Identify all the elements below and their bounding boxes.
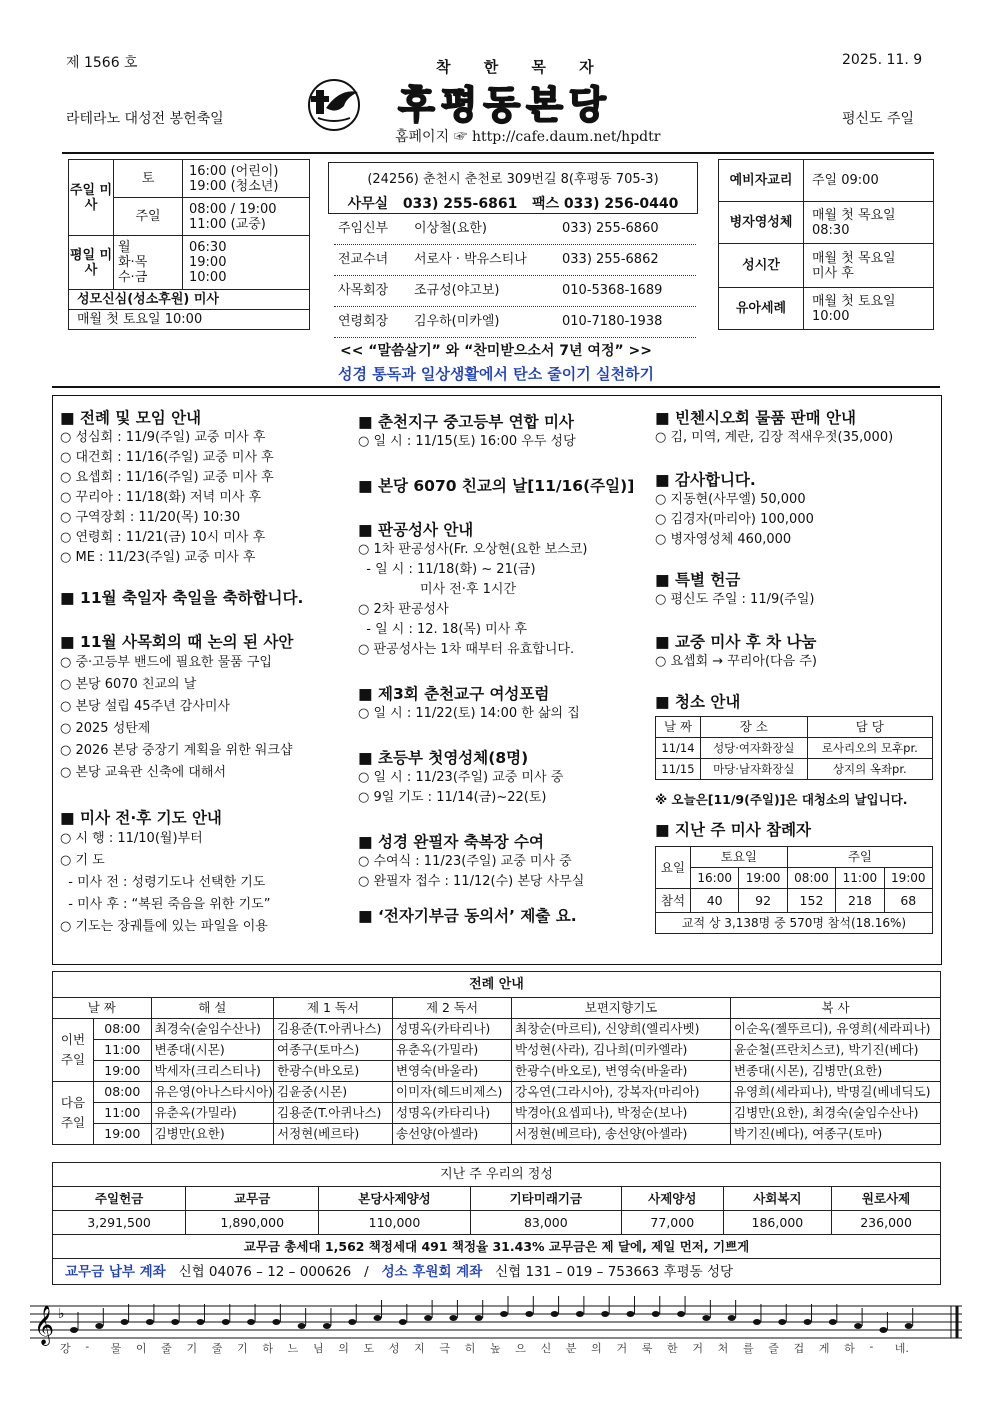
att-day-label: 요일 xyxy=(656,847,691,889)
lyric-syllable: 의 xyxy=(338,1342,349,1355)
att-time: 19:00 xyxy=(884,868,932,889)
offering-table xyxy=(52,1162,941,1285)
note-head xyxy=(879,1327,887,1333)
liturgy-cell: 유은영(아나스타시아) xyxy=(151,1082,273,1103)
liturgy-cell: 송선양(아셀라) xyxy=(393,1124,512,1145)
section-title: ■ 교중 미사 후 차 나눔 xyxy=(655,633,817,651)
cleaning-note: ※ 오늘은[11/9(주일)]은 대청소의 날입니다. xyxy=(655,792,908,807)
attendance-table xyxy=(655,846,933,934)
sacrament-value: 주일 09:00 xyxy=(804,160,934,202)
liturgy-cell: 최창순(마르티), 신양희(엘리사벳) xyxy=(512,1019,731,1040)
contact-name: 서로사 · 박유스티나 xyxy=(414,252,527,267)
liturgy-cell: 이순옥(젤뚜르디), 유영희(세라피나) xyxy=(731,1019,941,1040)
att-count: 218 xyxy=(836,889,884,913)
att-time: 08:00 xyxy=(787,868,835,889)
note-head xyxy=(146,1319,154,1325)
cleaning-table xyxy=(655,716,933,780)
note-head xyxy=(121,1319,129,1325)
note-head xyxy=(272,1319,280,1325)
liturgy-cell: 박성현(사라), 김나희(미카엘라) xyxy=(512,1040,731,1061)
sacrament-label: 성시간 xyxy=(719,244,804,288)
contact-role: 주임신부 xyxy=(338,221,389,236)
list-item: ○ 지동현(사무엘) 50,000 xyxy=(655,492,806,507)
contact-name: 조규성(야고보) xyxy=(414,283,500,298)
lyric-syllable: - xyxy=(869,1340,874,1353)
section-title: ■ 11월 사목회의 때 논의 된 사안 xyxy=(60,633,294,651)
account1-label: 교무금 납부 계좌 xyxy=(65,1263,166,1280)
liturgy-header: 보편지향기도 xyxy=(512,998,731,1019)
cleaning-header: 장 소 xyxy=(701,717,808,738)
contact-row xyxy=(334,245,696,276)
sacrament-value: 매월 첫 토요일 10:00 xyxy=(804,288,934,330)
section-title: ■ 특별 헌금 xyxy=(655,571,741,589)
account2-number: 신협 131 – 019 – 753663 후평동 성당 xyxy=(495,1263,734,1280)
section-title: ■ ‘전자기부금 동의서’ 제출 요. xyxy=(358,907,577,925)
liturgy-cell: 08:00 xyxy=(94,1082,152,1103)
list-item: ○ 기 도 xyxy=(60,853,105,868)
lyric-syllable: 신 xyxy=(540,1342,552,1355)
note-head xyxy=(424,1315,432,1321)
note-head xyxy=(298,1323,306,1329)
lyric-syllable: 기 xyxy=(237,1342,248,1355)
section-title: ■ 11월 축일자 축일을 축하합니다. xyxy=(60,589,304,607)
cleaning-cell: 상지의 옥좌pr. xyxy=(807,759,932,780)
liturgy-cell: 김병만(요한), 최경숙(술임수산나) xyxy=(731,1103,941,1124)
liturgy-header: 제 2 독서 xyxy=(393,998,512,1019)
mass-schedule-table xyxy=(68,159,310,330)
liturgy-cell: 19:00 xyxy=(94,1061,152,1082)
list-item: ○ 김, 미역, 계란, 김장 적새우젓(35,000) xyxy=(655,430,894,445)
lyric-syllable: 즐 xyxy=(768,1342,779,1355)
att-count: 152 xyxy=(787,889,835,913)
att-sun-label: 주일 xyxy=(787,847,932,868)
liturgy-cell: 박기진(베다), 여종구(토마) xyxy=(731,1124,941,1145)
lyric-syllable: 처 xyxy=(717,1342,729,1355)
section-title: ■ 제3회 춘천교구 여성포럼 xyxy=(358,685,550,703)
contact-phone: 033) 255-6862 xyxy=(562,252,659,267)
table-row xyxy=(53,1124,941,1145)
section-title: ■ 감사합니다. xyxy=(655,471,756,489)
lyric-syllable: 줄 xyxy=(161,1342,172,1355)
section-title: ■ 성경 완필자 축복장 수여 xyxy=(358,833,544,851)
homepage-link[interactable]: http://cafe.daum.net/hpdtr xyxy=(472,129,661,145)
list-item: ○ 성심회 : 11/9(주일) 교중 미사 후 xyxy=(60,430,266,445)
issue-date: 2025. 11. 9 xyxy=(842,52,923,68)
note-head xyxy=(804,1319,812,1325)
lyric-syllable: 극 xyxy=(439,1342,451,1355)
offering-header: 주일헌금 xyxy=(53,1187,186,1211)
lyric-syllable: 한 xyxy=(667,1342,678,1355)
note-head xyxy=(95,1323,103,1329)
lyric-syllable: 물 xyxy=(110,1342,122,1355)
list-item: - 미사 전 : 성령기도나 선택한 기도 xyxy=(60,875,266,890)
note-head xyxy=(778,1319,786,1325)
list-item: ○ 평신도 주일 : 11/9(주일) xyxy=(655,592,815,607)
cleaning-header: 담 당 xyxy=(807,717,932,738)
table-row xyxy=(53,1103,941,1124)
liturgy-cell: 김용준(T.아퀴나스) xyxy=(274,1019,393,1040)
treble-clef-icon: 𝄞 xyxy=(34,1305,55,1345)
list-item: ○ 시 행 : 11/10(월)부터 xyxy=(60,831,203,846)
liturgy-cell: 08:00 xyxy=(94,1019,152,1040)
lyric-syllable: 네. xyxy=(894,1342,909,1355)
sacrament-value: 매월 첫 목요일 미사 후 xyxy=(804,244,934,288)
note-head xyxy=(196,1319,204,1325)
list-item: ○ 2026 본당 중장기 계획을 위한 워크샵 xyxy=(60,743,293,758)
list-item: ○ 일 시 : 11/23(주일) 교중 미사 중 xyxy=(358,770,564,785)
contact-phone: 010-7180-1938 xyxy=(562,314,663,329)
note-head xyxy=(475,1315,483,1321)
weekday-mass-label: 평일 미사 xyxy=(69,236,114,290)
note-head xyxy=(905,1323,913,1329)
cleaning-header: 날 짜 xyxy=(656,717,701,738)
note-head xyxy=(449,1315,457,1321)
contact-row xyxy=(334,276,696,307)
liturgy-table xyxy=(52,971,941,1145)
liturgy-cell: 김용준(T.아퀴나스) xyxy=(274,1103,393,1124)
liturgy-header: 날 짜 xyxy=(53,998,152,1019)
special-mass-title: 성모신심(성소후원) 미사 xyxy=(69,290,310,310)
sat-label: 토 xyxy=(114,160,183,198)
liturgy-cell: 유춘옥(가밀라) xyxy=(393,1040,512,1061)
liturgy-cell: 이미자(헤드비제스) xyxy=(393,1082,512,1103)
lyric-syllable: 으 xyxy=(515,1342,526,1355)
section-title: ■ 전례 및 모임 안내 xyxy=(60,409,202,427)
att-row-label: 참석 xyxy=(656,889,691,913)
list-item: ○ 수여식 : 11/23(주일) 교중 미사 중 xyxy=(358,854,572,869)
contact-phone: 010-5368-1689 xyxy=(562,283,663,298)
notice-column-1 xyxy=(60,406,350,938)
att-time: 19:00 xyxy=(739,868,787,889)
liturgy-cell: 윤순철(프란치스코), 박기진(베다) xyxy=(731,1040,941,1061)
liturgy-cell: 유춘옥(가밀라) xyxy=(151,1103,273,1124)
contact-role: 전교수녀 xyxy=(338,252,389,267)
table-row xyxy=(53,1019,941,1040)
parish-subtitle: 착 한 목 자 xyxy=(436,58,608,76)
list-item: ○ 구역장회 : 11/20(목) 10:30 xyxy=(60,510,241,525)
section-title: ■ 본당 6070 친교의 날[11/16(주일)] xyxy=(358,477,635,495)
lyric-syllable: 분 xyxy=(565,1342,577,1355)
list-item: ○ 중·고등부 밴드에 필요한 물품 구입 xyxy=(60,655,272,670)
list-item: - 미사 후 : “복된 죽음을 위한 기도” xyxy=(60,897,271,912)
section-title: ■ 미사 전·후 기도 안내 xyxy=(60,809,222,827)
lyric-syllable: 하 xyxy=(262,1342,273,1355)
liturgy-cell: 한광수(바오로) xyxy=(274,1061,393,1082)
lyric-syllable: 줄 xyxy=(211,1342,223,1355)
list-item: ○ 김경자(마리아) 100,000 xyxy=(655,512,814,527)
note-head xyxy=(500,1311,508,1317)
list-item: ○ 본당 교육관 신축에 대해서 xyxy=(60,765,227,780)
offering-value: 236,000 xyxy=(832,1211,941,1235)
table-row xyxy=(53,1061,941,1082)
offering-value: 186,000 xyxy=(723,1211,832,1235)
table-row xyxy=(656,759,933,780)
homepage-label: 홈페이지 ☞ xyxy=(395,129,468,145)
note-head xyxy=(728,1315,736,1321)
account2-label: 성소 후원회 계좌 xyxy=(381,1263,483,1280)
offering-header: 교무금 xyxy=(186,1187,319,1211)
liturgy-cell: 서정현(베르타), 송선양(아셀라) xyxy=(512,1124,731,1145)
list-item: ○ 대건회 : 11/16(주일) 교중 미사 후 xyxy=(60,450,274,465)
note-head xyxy=(652,1311,660,1317)
note-head xyxy=(374,1315,382,1321)
offering-summary: 교무금 총세대 1,562 책정세대 491 책정율 31.43% 교무금은 제 달에, 제일 먼저, 기쁘게 xyxy=(53,1235,941,1259)
att-time: 11:00 xyxy=(836,868,884,889)
lyric-syllable: 님 xyxy=(312,1342,324,1355)
section-title: ■ 춘천지구 중고등부 연합 미사 xyxy=(358,413,574,431)
offering-header: 사제양성 xyxy=(622,1187,724,1211)
lyric-syllable: 거 xyxy=(692,1342,703,1355)
liturgy-header: 복 사 xyxy=(731,998,941,1019)
list-item: ○ 연령회 : 11/21(금) 10시 미사 후 xyxy=(60,530,266,545)
contact-row xyxy=(334,214,696,245)
sun-times: 08:00 / 19:00 11:00 (교중) xyxy=(183,198,310,236)
liturgy-cell: 19:00 xyxy=(94,1124,152,1145)
liturgy-cell: 최경숙(술임수산나) xyxy=(151,1019,273,1040)
notice-column-3 xyxy=(655,406,937,934)
offering-value: 1,890,000 xyxy=(186,1211,319,1235)
note-head xyxy=(702,1315,710,1321)
lyric-syllable: 이 xyxy=(135,1342,147,1355)
list-item: ○ 본당 설립 45주년 감사미사 xyxy=(60,699,230,714)
section-title: ■ 초등부 첫영성체(8명) xyxy=(358,749,529,767)
sun-label: 주일 xyxy=(114,198,183,236)
liturgy-cell: 김병만(요한) xyxy=(151,1124,273,1145)
lyric-syllable: 강 xyxy=(60,1342,71,1355)
list-item: ○ 판공성사는 1차 때부터 유효합니다. xyxy=(358,642,575,657)
table-row xyxy=(53,1082,941,1103)
fax-label: 팩스 xyxy=(531,196,559,212)
list-item: ○ 본당 6070 친교의 날 xyxy=(60,677,197,692)
address: (24256) 춘천시 춘천로 309번길 8(후평동 705-3) xyxy=(367,172,659,187)
contact-row xyxy=(334,307,696,338)
liturgy-title: 전례 안내 xyxy=(53,972,941,998)
liturgy-group-label: 이번 주일 xyxy=(53,1019,94,1082)
list-item: ○ 꾸리아 : 11/18(화) 저녁 미사 후 xyxy=(60,490,262,505)
offering-header: 본당사제양성 xyxy=(319,1187,470,1211)
feast-left: 라테라노 대성전 봉헌축일 xyxy=(66,111,224,127)
att-count: 68 xyxy=(884,889,932,913)
list-item: ○ 기도는 장궤틀에 있는 파일을 이용 xyxy=(60,919,268,934)
section-title: ■ 판공성사 안내 xyxy=(358,521,474,539)
list-item: 미사 전·후 1시간 xyxy=(358,582,517,597)
note-head xyxy=(626,1311,634,1317)
contact-name: 김우하(미카엘) xyxy=(414,314,500,329)
att-summary: 교적 상 3,138명 중 570명 참석(18.16%) xyxy=(656,913,933,934)
section-title: ■ 청소 안내 xyxy=(655,693,741,711)
offering-header: 기타미래기금 xyxy=(470,1187,621,1211)
note-head xyxy=(576,1311,584,1317)
note-head xyxy=(70,1327,78,1333)
note-head xyxy=(753,1319,761,1325)
feast-right: 평신도 주일 xyxy=(842,111,915,127)
att-sat-label: 토요일 xyxy=(691,847,788,868)
liturgy-cell: 강옥연(그라시아), 강복자(마리아) xyxy=(512,1082,731,1103)
note-head xyxy=(829,1319,837,1325)
att-count: 40 xyxy=(691,889,739,913)
note-head xyxy=(323,1323,331,1329)
liturgy-cell: 11:00 xyxy=(94,1103,152,1124)
lyric-syllable: 룩 xyxy=(641,1342,653,1355)
att-time: 16:00 xyxy=(691,868,739,889)
list-item: ○ 요셉회 → 꾸리아(다음 주) xyxy=(655,654,817,669)
lyric-syllable: 성 xyxy=(388,1342,400,1355)
list-item: ○ 2차 판공성사 xyxy=(358,602,449,617)
cleaning-cell: 성당·여자화장실 xyxy=(701,738,808,759)
note-head xyxy=(222,1319,230,1325)
list-item: - 일 시 : 12. 18(목) 미사 후 xyxy=(358,622,527,637)
note-head xyxy=(525,1311,533,1317)
list-item: ○ 1차 판공성사(Fr. 오상현(요한 보스코) xyxy=(358,542,588,557)
cleaning-cell: 11/15 xyxy=(656,759,701,780)
list-item: - 일 시 : 11/18(화) ~ 21(금) xyxy=(358,562,536,577)
account1-number: 신협 04076 – 12 – 000626 xyxy=(178,1263,352,1280)
lyric-syllable: 높 xyxy=(490,1342,501,1355)
weekday-times: 06:30 19:00 10:00 xyxy=(183,236,310,290)
contact-list xyxy=(334,214,696,338)
list-item: ○ 9일 기도 : 11/14(금)~22(토) xyxy=(358,790,547,805)
account-separator: / xyxy=(364,1263,369,1280)
liturgy-cell: 성명옥(카타리나) xyxy=(393,1019,512,1040)
list-item: ○ 2025 성탄제 xyxy=(60,721,151,736)
section-title: ■ 지난 주 미사 참례자 xyxy=(655,821,812,839)
lyric-syllable: 를 xyxy=(742,1342,754,1355)
note-head xyxy=(551,1311,559,1317)
liturgy-cell: 박경아(요셉피나), 박정순(보나) xyxy=(512,1103,731,1124)
list-item: ○ 일 시 : 11/22(토) 14:00 한 삶의 집 xyxy=(358,706,580,721)
lyric-syllable: 거 xyxy=(616,1342,628,1355)
lyric-syllable: 겁 xyxy=(793,1342,805,1355)
table-row xyxy=(53,1040,941,1061)
note-head xyxy=(171,1319,179,1325)
offering-header: 원로사제 xyxy=(832,1187,941,1211)
liturgy-cell: 성명옥(카타리나) xyxy=(393,1103,512,1124)
liturgy-cell: 11:00 xyxy=(94,1040,152,1061)
note-head xyxy=(247,1319,255,1325)
contact-role: 사목회장 xyxy=(338,283,389,298)
liturgy-cell: 서정현(베르타) xyxy=(274,1124,393,1145)
lyric-syllable: 지 xyxy=(414,1342,425,1355)
offering-title: 지난 주 우리의 정성 xyxy=(53,1163,941,1187)
note-head xyxy=(399,1319,407,1325)
sacrament-label: 병자영성체 xyxy=(719,202,804,244)
lyrics-line xyxy=(60,1340,940,1358)
offering-value: 110,000 xyxy=(319,1211,470,1235)
liturgy-cell: 여종구(토마스) xyxy=(274,1040,393,1061)
theme-divider xyxy=(52,386,940,388)
liturgy-header: 해 설 xyxy=(151,998,273,1019)
liturgy-group-label: 다음 주일 xyxy=(53,1082,94,1145)
cleaning-cell: 로사리오의 모후pr. xyxy=(807,738,932,759)
note-head xyxy=(601,1311,609,1317)
offering-value: 3,291,500 xyxy=(53,1211,186,1235)
list-item: ○ 병자영성체 460,000 xyxy=(655,532,792,547)
offering-header: 사회복지 xyxy=(723,1187,832,1211)
list-item: ○ 완필자 접수 : 11/12(수) 본당 사무실 xyxy=(358,874,585,889)
contact-phone: 033) 255-6860 xyxy=(562,221,659,236)
flat-icon: ♭ xyxy=(58,1306,65,1322)
notice-column-2 xyxy=(358,410,648,926)
list-item: ○ 요셉회 : 11/16(주일) 교중 미사 후 xyxy=(60,470,274,485)
special-mass-time: 매월 첫 토요일 10:00 xyxy=(69,310,310,330)
parish-title: 후평동본당 xyxy=(398,82,612,127)
sacrament-label: 예비자교리 xyxy=(719,160,804,202)
table-row xyxy=(656,738,933,759)
liturgy-cell: 박세자(크리스티나) xyxy=(151,1061,273,1082)
note-head xyxy=(677,1311,685,1317)
att-count: 92 xyxy=(739,889,787,913)
liturgy-cell: 한광수(바오로), 변영숙(바울라) xyxy=(512,1061,731,1082)
cleaning-cell: 마당·남자화장실 xyxy=(701,759,808,780)
lyric-syllable: 게 xyxy=(818,1342,830,1355)
sacraments-table xyxy=(718,159,934,330)
liturgy-cell: 변종대(시몬) xyxy=(151,1040,273,1061)
church-dove-logo-icon xyxy=(306,78,362,132)
liturgy-header: 제 1 독서 xyxy=(274,998,393,1019)
contact-name: 이상철(요한) xyxy=(414,221,487,236)
liturgy-cell: 변영숙(바울라) xyxy=(393,1061,512,1082)
lyric-syllable: 히 xyxy=(464,1342,476,1355)
list-item: ○ ME : 11/23(주일) 교중 미사 후 xyxy=(60,550,256,565)
liturgy-cell: 김윤중(시몬) xyxy=(274,1082,393,1103)
theme-line-2: 성경 통독과 일상생활에서 탄소 줄이기 실천하기 xyxy=(338,365,654,383)
liturgy-cell: 유영희(세라피나), 박명길(베네딕도) xyxy=(731,1082,941,1103)
offering-value: 83,000 xyxy=(470,1211,621,1235)
lyric-syllable: 의 xyxy=(591,1342,602,1355)
list-item: ○ 일 시 : 11/15(토) 16:00 우두 성당 xyxy=(358,434,576,449)
lyric-syllable: - xyxy=(85,1340,90,1353)
lyric-syllable: 느 xyxy=(287,1342,299,1355)
office-phone: 033) 255-6861 xyxy=(402,196,518,212)
address-box xyxy=(328,162,698,214)
contact-role: 연령회장 xyxy=(338,314,389,329)
cleaning-cell: 11/14 xyxy=(656,738,701,759)
lyric-syllable: 기 xyxy=(186,1342,198,1355)
lyric-syllable: 도 xyxy=(363,1342,375,1355)
office-label: 사무실 xyxy=(347,196,389,212)
issue-number: 제 1566 호 xyxy=(66,55,138,71)
lyric-syllable: 하 xyxy=(844,1342,855,1355)
theme-line-1: << “말씀살기” 와 “찬미받으소서 7년 여정” >> xyxy=(339,343,653,359)
note-head xyxy=(348,1319,356,1325)
note-head xyxy=(854,1323,862,1329)
sacrament-value: 매월 첫 목요일 08:30 xyxy=(804,202,934,244)
header-divider xyxy=(62,152,934,154)
liturgy-cell: 변종대(시몬), 김병만(요한) xyxy=(731,1061,941,1082)
section-title: ■ 빈첸시오회 물품 판매 안내 xyxy=(655,409,856,427)
sat-times: 16:00 (어린이) 19:00 (청소년) xyxy=(183,160,310,198)
offering-value: 77,000 xyxy=(622,1211,724,1235)
fax-number: 033) 256-0440 xyxy=(563,196,679,212)
sacrament-label: 유아세례 xyxy=(719,288,804,330)
sunday-mass-label: 주일 미사 xyxy=(69,160,114,236)
weekday-days: 월 화·목 수·금 xyxy=(114,236,183,290)
